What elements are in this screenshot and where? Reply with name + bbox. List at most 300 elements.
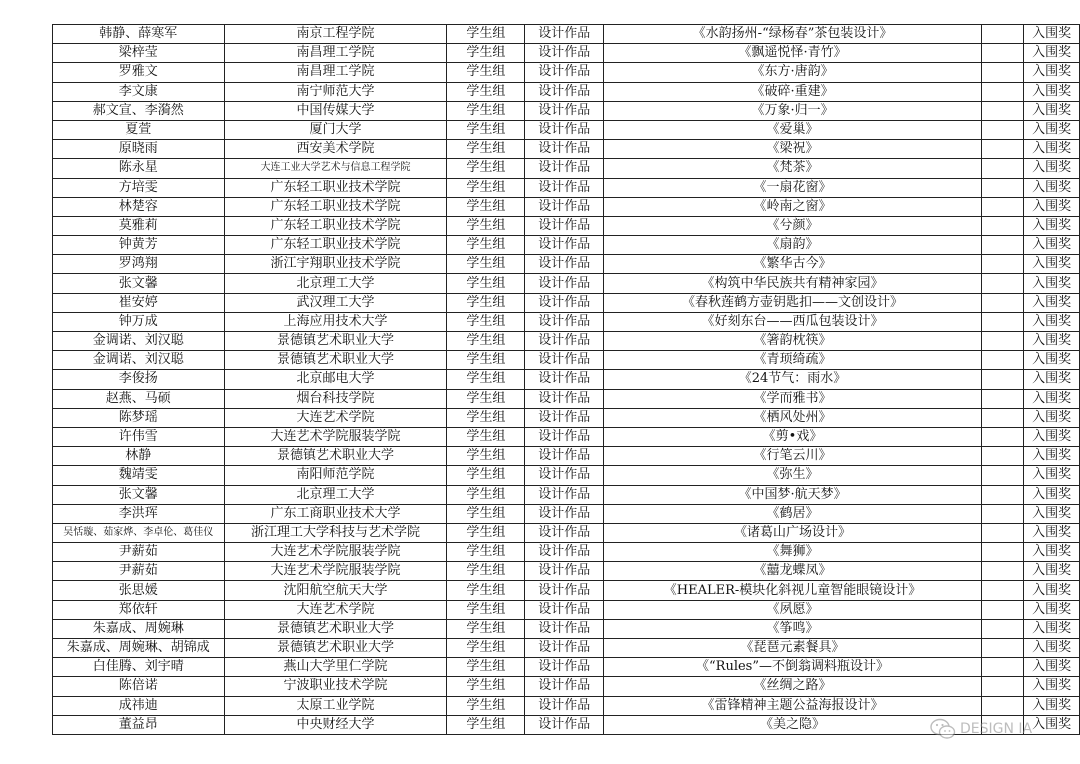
award-cell: 入围奖 bbox=[1024, 274, 1080, 293]
author-cell: 方培雯 bbox=[53, 178, 225, 197]
work-title-cell: 《东方·唐韵》 bbox=[603, 63, 981, 82]
blank-cell bbox=[982, 332, 1024, 351]
work-title-cell: 《梁祝》 bbox=[603, 140, 981, 159]
award-cell: 入围奖 bbox=[1024, 389, 1080, 408]
blank-cell bbox=[982, 696, 1024, 715]
watermark bbox=[930, 716, 1032, 742]
group-cell: 学生组 bbox=[447, 619, 525, 638]
work-title-cell: 《一扇花窗》 bbox=[603, 178, 981, 197]
category-cell: 设计作品 bbox=[525, 312, 604, 331]
work-title-cell: 《诸葛山广场设计》 bbox=[603, 523, 981, 542]
group-cell: 学生组 bbox=[447, 312, 525, 331]
school-cell: 宁波职业技术学院 bbox=[224, 677, 447, 696]
group-cell: 学生组 bbox=[447, 543, 525, 562]
table-row bbox=[53, 274, 1080, 293]
category-cell: 设计作品 bbox=[525, 543, 604, 562]
group-cell: 学生组 bbox=[447, 101, 525, 120]
work-title-cell: 《中国梦·航天梦》 bbox=[603, 485, 981, 504]
blank-cell bbox=[982, 581, 1024, 600]
author-cell: 梁梓莹 bbox=[53, 44, 225, 63]
group-cell: 学生组 bbox=[447, 44, 525, 63]
author-cell: 张文馨 bbox=[53, 274, 225, 293]
group-cell: 学生组 bbox=[447, 504, 525, 523]
category-cell: 设计作品 bbox=[525, 236, 604, 255]
author-cell: 陈永星 bbox=[53, 159, 225, 178]
group-cell: 学生组 bbox=[447, 140, 525, 159]
school-cell: 景德镇艺术职业大学 bbox=[224, 639, 447, 658]
award-cell: 入围奖 bbox=[1024, 82, 1080, 101]
table-row bbox=[53, 82, 1080, 101]
group-cell: 学生组 bbox=[447, 677, 525, 696]
blank-cell bbox=[982, 159, 1024, 178]
blank-cell bbox=[982, 25, 1024, 44]
award-cell: 入围奖 bbox=[1024, 619, 1080, 638]
award-cell: 入围奖 bbox=[1024, 696, 1080, 715]
category-cell: 设计作品 bbox=[525, 389, 604, 408]
table-row bbox=[53, 63, 1080, 82]
category-cell: 设计作品 bbox=[525, 82, 604, 101]
group-cell: 学生组 bbox=[447, 581, 525, 600]
award-cell: 入围奖 bbox=[1024, 523, 1080, 542]
blank-cell bbox=[982, 543, 1024, 562]
category-cell: 设计作品 bbox=[525, 101, 604, 120]
work-title-cell: 《美之隐》 bbox=[603, 715, 981, 734]
school-cell: 景德镇艺术职业大学 bbox=[224, 351, 447, 370]
group-cell: 学生组 bbox=[447, 236, 525, 255]
table-row bbox=[53, 485, 1080, 504]
author-cell: 郝文宣、李漪然 bbox=[53, 101, 225, 120]
table-row bbox=[53, 312, 1080, 331]
category-cell: 设计作品 bbox=[525, 178, 604, 197]
blank-cell bbox=[982, 600, 1024, 619]
blank-cell bbox=[982, 485, 1024, 504]
author-cell: 朱嘉成、周婉琳、胡锦成 bbox=[53, 639, 225, 658]
school-cell: 中央财经大学 bbox=[224, 715, 447, 734]
group-cell: 学生组 bbox=[447, 466, 525, 485]
group-cell: 学生组 bbox=[447, 523, 525, 542]
author-cell: 林静 bbox=[53, 447, 225, 466]
author-cell: 魏靖雯 bbox=[53, 466, 225, 485]
blank-cell bbox=[982, 370, 1024, 389]
blank-cell bbox=[982, 255, 1024, 274]
author-cell: 郑依轩 bbox=[53, 600, 225, 619]
award-cell: 入围奖 bbox=[1024, 351, 1080, 370]
category-cell: 设计作品 bbox=[525, 427, 604, 446]
table-row bbox=[53, 216, 1080, 235]
work-title-cell: 《HEALER-模块化斜视儿童智能眼镜设计》 bbox=[603, 581, 981, 600]
school-cell: 广东轻工职业技术学院 bbox=[224, 197, 447, 216]
award-cell: 入围奖 bbox=[1024, 178, 1080, 197]
school-cell: 广东工商职业技术大学 bbox=[224, 504, 447, 523]
school-cell: 武汉理工大学 bbox=[224, 293, 447, 312]
school-cell: 大连艺术学院服装学院 bbox=[224, 562, 447, 581]
blank-cell bbox=[982, 178, 1024, 197]
table-row bbox=[53, 178, 1080, 197]
author-cell: 钟万成 bbox=[53, 312, 225, 331]
school-cell: 南京工程学院 bbox=[224, 25, 447, 44]
group-cell: 学生组 bbox=[447, 82, 525, 101]
group-cell: 学生组 bbox=[447, 351, 525, 370]
table-row bbox=[53, 197, 1080, 216]
category-cell: 设计作品 bbox=[525, 696, 604, 715]
group-cell: 学生组 bbox=[447, 25, 525, 44]
award-cell: 入围奖 bbox=[1024, 293, 1080, 312]
work-title-cell: 《繁华古今》 bbox=[603, 255, 981, 274]
author-cell: 许伟雪 bbox=[53, 427, 225, 446]
category-cell: 设计作品 bbox=[525, 466, 604, 485]
group-cell: 学生组 bbox=[447, 562, 525, 581]
group-cell: 学生组 bbox=[447, 332, 525, 351]
group-cell: 学生组 bbox=[447, 389, 525, 408]
school-cell: 北京理工大学 bbox=[224, 274, 447, 293]
category-cell: 设计作品 bbox=[525, 140, 604, 159]
school-cell: 南宁师范大学 bbox=[224, 82, 447, 101]
table-row bbox=[53, 389, 1080, 408]
author-cell: 韩静、薛寒军 bbox=[53, 25, 225, 44]
group-cell: 学生组 bbox=[447, 370, 525, 389]
school-cell: 燕山大学里仁学院 bbox=[224, 658, 447, 677]
work-title-cell: 《剪•戏》 bbox=[603, 427, 981, 446]
table-row bbox=[53, 25, 1080, 44]
blank-cell bbox=[982, 44, 1024, 63]
work-title-cell: 《飘遥悦怿·青竹》 bbox=[603, 44, 981, 63]
author-cell: 罗鸿翔 bbox=[53, 255, 225, 274]
school-cell: 厦门大学 bbox=[224, 120, 447, 139]
blank-cell bbox=[982, 216, 1024, 235]
group-cell: 学生组 bbox=[447, 427, 525, 446]
work-title-cell: 《水韵扬州-“绿杨春”茶包装设计》 bbox=[603, 25, 981, 44]
awards-table bbox=[52, 24, 1080, 735]
work-title-cell: 《“Rules”—不倒翁调料瓶设计》 bbox=[603, 658, 981, 677]
blank-cell bbox=[982, 82, 1024, 101]
award-cell: 入围奖 bbox=[1024, 44, 1080, 63]
award-cell: 入围奖 bbox=[1024, 332, 1080, 351]
table-row bbox=[53, 408, 1080, 427]
blank-cell bbox=[982, 504, 1024, 523]
work-title-cell: 《舞狮》 bbox=[603, 543, 981, 562]
school-cell: 上海应用技术大学 bbox=[224, 312, 447, 331]
award-cell: 入围奖 bbox=[1024, 504, 1080, 523]
group-cell: 学生组 bbox=[447, 408, 525, 427]
author-cell: 罗雅文 bbox=[53, 63, 225, 82]
author-cell: 朱嘉成、周婉琳 bbox=[53, 619, 225, 638]
table-row bbox=[53, 677, 1080, 696]
category-cell: 设计作品 bbox=[525, 63, 604, 82]
work-title-cell: 《岭南之窗》 bbox=[603, 197, 981, 216]
award-cell: 入围奖 bbox=[1024, 715, 1080, 734]
work-title-cell: 《爱巢》 bbox=[603, 120, 981, 139]
author-cell: 白佳腾、刘宇晴 bbox=[53, 658, 225, 677]
award-cell: 入围奖 bbox=[1024, 216, 1080, 235]
table-row bbox=[53, 600, 1080, 619]
blank-cell bbox=[982, 274, 1024, 293]
award-cell: 入围奖 bbox=[1024, 466, 1080, 485]
school-cell: 景德镇艺术职业大学 bbox=[224, 447, 447, 466]
table-row bbox=[53, 140, 1080, 159]
author-cell: 李俊扬 bbox=[53, 370, 225, 389]
work-title-cell: 《兮颜》 bbox=[603, 216, 981, 235]
category-cell: 设计作品 bbox=[525, 274, 604, 293]
category-cell: 设计作品 bbox=[525, 639, 604, 658]
work-title-cell: 《万象·归一》 bbox=[603, 101, 981, 120]
school-cell: 南昌理工学院 bbox=[224, 63, 447, 82]
work-title-cell: 《琵琶元素餐具》 bbox=[603, 639, 981, 658]
work-title-cell: 《构筑中华民族共有精神家园》 bbox=[603, 274, 981, 293]
work-title-cell: 《丝绸之路》 bbox=[603, 677, 981, 696]
table-row bbox=[53, 466, 1080, 485]
category-cell: 设计作品 bbox=[525, 658, 604, 677]
award-cell: 入围奖 bbox=[1024, 658, 1080, 677]
work-title-cell: 《梵茶》 bbox=[603, 159, 981, 178]
school-cell: 浙江宇翔职业技术学院 bbox=[224, 255, 447, 274]
table-row bbox=[53, 351, 1080, 370]
category-cell: 设计作品 bbox=[525, 159, 604, 178]
blank-cell bbox=[982, 677, 1024, 696]
table-row bbox=[53, 427, 1080, 446]
table-row bbox=[53, 562, 1080, 581]
award-cell: 入围奖 bbox=[1024, 101, 1080, 120]
author-cell: 董益昂 bbox=[53, 715, 225, 734]
author-cell: 莫雅莉 bbox=[53, 216, 225, 235]
award-cell: 入围奖 bbox=[1024, 312, 1080, 331]
award-cell: 入围奖 bbox=[1024, 600, 1080, 619]
category-cell: 设计作品 bbox=[525, 255, 604, 274]
group-cell: 学生组 bbox=[447, 178, 525, 197]
blank-cell bbox=[982, 63, 1024, 82]
category-cell: 设计作品 bbox=[525, 677, 604, 696]
table-row bbox=[53, 293, 1080, 312]
author-cell: 金调诺、刘汉聪 bbox=[53, 351, 225, 370]
group-cell: 学生组 bbox=[447, 447, 525, 466]
blank-cell bbox=[982, 658, 1024, 677]
wechat-icon bbox=[930, 718, 956, 740]
group-cell: 学生组 bbox=[447, 293, 525, 312]
group-cell: 学生组 bbox=[447, 120, 525, 139]
school-cell: 南昌理工学院 bbox=[224, 44, 447, 63]
blank-cell bbox=[982, 466, 1024, 485]
author-cell: 尹薪茹 bbox=[53, 562, 225, 581]
blank-cell bbox=[982, 351, 1024, 370]
work-title-cell: 《鹤居》 bbox=[603, 504, 981, 523]
work-title-cell: 《学而雅书》 bbox=[603, 389, 981, 408]
work-title-cell: 《扇韵》 bbox=[603, 236, 981, 255]
table-row bbox=[53, 332, 1080, 351]
author-cell: 张文馨 bbox=[53, 485, 225, 504]
school-cell: 北京邮电大学 bbox=[224, 370, 447, 389]
table-row bbox=[53, 619, 1080, 638]
school-cell: 大连艺术学院 bbox=[224, 600, 447, 619]
table-row bbox=[53, 44, 1080, 63]
award-cell: 入围奖 bbox=[1024, 120, 1080, 139]
work-title-cell: 《好刻东台——西瓜包装设计》 bbox=[603, 312, 981, 331]
award-cell: 入围奖 bbox=[1024, 408, 1080, 427]
category-cell: 设计作品 bbox=[525, 197, 604, 216]
category-cell: 设计作品 bbox=[525, 351, 604, 370]
group-cell: 学生组 bbox=[447, 658, 525, 677]
table-row bbox=[53, 159, 1080, 178]
school-cell: 南阳师范学院 bbox=[224, 466, 447, 485]
school-cell: 大连艺术学院服装学院 bbox=[224, 543, 447, 562]
group-cell: 学生组 bbox=[447, 255, 525, 274]
award-cell: 入围奖 bbox=[1024, 159, 1080, 178]
author-cell: 原晓雨 bbox=[53, 140, 225, 159]
table-row bbox=[53, 504, 1080, 523]
author-cell: 李文康 bbox=[53, 82, 225, 101]
author-cell: 尹薪茹 bbox=[53, 543, 225, 562]
category-cell: 设计作品 bbox=[525, 715, 604, 734]
award-cell: 入围奖 bbox=[1024, 581, 1080, 600]
author-cell: 成祎迪 bbox=[53, 696, 225, 715]
category-cell: 设计作品 bbox=[525, 44, 604, 63]
work-title-cell: 《筝鸣》 bbox=[603, 619, 981, 638]
school-cell: 烟台科技学院 bbox=[224, 389, 447, 408]
work-title-cell: 《破碎·重建》 bbox=[603, 82, 981, 101]
table-row bbox=[53, 696, 1080, 715]
category-cell: 设计作品 bbox=[525, 581, 604, 600]
table-row bbox=[53, 120, 1080, 139]
table-row bbox=[53, 639, 1080, 658]
school-cell: 大连艺术学院 bbox=[224, 408, 447, 427]
category-cell: 设计作品 bbox=[525, 25, 604, 44]
table-row bbox=[53, 236, 1080, 255]
award-cell: 入围奖 bbox=[1024, 370, 1080, 389]
work-title-cell: 《夙愿》 bbox=[603, 600, 981, 619]
group-cell: 学生组 bbox=[447, 696, 525, 715]
school-cell: 太原工业学院 bbox=[224, 696, 447, 715]
category-cell: 设计作品 bbox=[525, 370, 604, 389]
blank-cell bbox=[982, 389, 1024, 408]
award-cell: 入围奖 bbox=[1024, 63, 1080, 82]
work-title-cell: 《箸韵枕筷》 bbox=[603, 332, 981, 351]
category-cell: 设计作品 bbox=[525, 447, 604, 466]
category-cell: 设计作品 bbox=[525, 562, 604, 581]
award-cell: 入围奖 bbox=[1024, 236, 1080, 255]
school-cell: 景德镇艺术职业大学 bbox=[224, 332, 447, 351]
author-cell: 陈倍诺 bbox=[53, 677, 225, 696]
group-cell: 学生组 bbox=[447, 485, 525, 504]
category-cell: 设计作品 bbox=[525, 504, 604, 523]
work-title-cell: 《雷锋精神主题公益海报设计》 bbox=[603, 696, 981, 715]
award-cell: 入围奖 bbox=[1024, 255, 1080, 274]
school-cell: 北京理工大学 bbox=[224, 485, 447, 504]
author-cell: 张思媛 bbox=[53, 581, 225, 600]
group-cell: 学生组 bbox=[447, 639, 525, 658]
group-cell: 学生组 bbox=[447, 715, 525, 734]
award-cell: 入围奖 bbox=[1024, 485, 1080, 504]
work-title-cell: 《弥生》 bbox=[603, 466, 981, 485]
table-row bbox=[53, 370, 1080, 389]
watermark-text: DESIGN IA bbox=[960, 721, 1033, 737]
award-cell: 入围奖 bbox=[1024, 197, 1080, 216]
awards-table-body bbox=[53, 25, 1080, 735]
school-cell: 沈阳航空航天大学 bbox=[224, 581, 447, 600]
work-title-cell: 《春秋莲鹤方壶钥匙扣——文创设计》 bbox=[603, 293, 981, 312]
award-cell: 入围奖 bbox=[1024, 447, 1080, 466]
table-row bbox=[53, 581, 1080, 600]
category-cell: 设计作品 bbox=[525, 600, 604, 619]
table-row bbox=[53, 447, 1080, 466]
school-cell: 大连艺术学院服装学院 bbox=[224, 427, 447, 446]
author-cell: 钟黄芳 bbox=[53, 236, 225, 255]
category-cell: 设计作品 bbox=[525, 619, 604, 638]
author-cell: 夏萱 bbox=[53, 120, 225, 139]
school-cell: 广东轻工职业技术学院 bbox=[224, 216, 447, 235]
table-row bbox=[53, 715, 1080, 734]
category-cell: 设计作品 bbox=[525, 485, 604, 504]
table-row bbox=[53, 255, 1080, 274]
blank-cell bbox=[982, 293, 1024, 312]
school-cell: 广东轻工职业技术学院 bbox=[224, 236, 447, 255]
work-title-cell: 《囍龙蝶凤》 bbox=[603, 562, 981, 581]
category-cell: 设计作品 bbox=[525, 216, 604, 235]
blank-cell bbox=[982, 408, 1024, 427]
author-cell: 金调诺、刘汉聪 bbox=[53, 332, 225, 351]
blank-cell bbox=[982, 619, 1024, 638]
award-cell: 入围奖 bbox=[1024, 25, 1080, 44]
award-cell: 入围奖 bbox=[1024, 543, 1080, 562]
work-title-cell: 《行笔云川》 bbox=[603, 447, 981, 466]
award-cell: 入围奖 bbox=[1024, 677, 1080, 696]
group-cell: 学生组 bbox=[447, 274, 525, 293]
group-cell: 学生组 bbox=[447, 159, 525, 178]
table-row bbox=[53, 101, 1080, 120]
blank-cell bbox=[982, 523, 1024, 542]
group-cell: 学生组 bbox=[447, 600, 525, 619]
work-title-cell: 《24节气：雨水》 bbox=[603, 370, 981, 389]
blank-cell bbox=[982, 447, 1024, 466]
category-cell: 设计作品 bbox=[525, 120, 604, 139]
blank-cell bbox=[982, 140, 1024, 159]
school-cell: 大连工业大学艺术与信息工程学院 bbox=[224, 159, 447, 178]
author-cell: 赵燕、马硕 bbox=[53, 389, 225, 408]
category-cell: 设计作品 bbox=[525, 293, 604, 312]
group-cell: 学生组 bbox=[447, 63, 525, 82]
blank-cell bbox=[982, 197, 1024, 216]
author-cell: 陈梦瑶 bbox=[53, 408, 225, 427]
school-cell: 西安美术学院 bbox=[224, 140, 447, 159]
work-title-cell: 《栖风处州》 bbox=[603, 408, 981, 427]
award-cell: 入围奖 bbox=[1024, 427, 1080, 446]
author-cell: 李洪珲 bbox=[53, 504, 225, 523]
author-cell: 崔安婷 bbox=[53, 293, 225, 312]
award-cell: 入围奖 bbox=[1024, 140, 1080, 159]
award-cell: 入围奖 bbox=[1024, 562, 1080, 581]
blank-cell bbox=[982, 120, 1024, 139]
table-row bbox=[53, 543, 1080, 562]
award-cell: 入围奖 bbox=[1024, 639, 1080, 658]
school-cell: 中国传媒大学 bbox=[224, 101, 447, 120]
author-cell: 吴恬璇、茹家烨、李卓伦、葛佳仪 bbox=[53, 523, 225, 542]
table-row bbox=[53, 658, 1080, 677]
work-title-cell: 《青顼绮疏》 bbox=[603, 351, 981, 370]
blank-cell bbox=[982, 312, 1024, 331]
blank-cell bbox=[982, 562, 1024, 581]
school-cell: 景德镇艺术职业大学 bbox=[224, 619, 447, 638]
blank-cell bbox=[982, 236, 1024, 255]
school-cell: 浙江理工大学科技与艺术学院 bbox=[224, 523, 447, 542]
category-cell: 设计作品 bbox=[525, 332, 604, 351]
table-row bbox=[53, 523, 1080, 542]
blank-cell bbox=[982, 639, 1024, 658]
school-cell: 广东轻工职业技术学院 bbox=[224, 178, 447, 197]
category-cell: 设计作品 bbox=[525, 523, 604, 542]
group-cell: 学生组 bbox=[447, 216, 525, 235]
blank-cell bbox=[982, 101, 1024, 120]
category-cell: 设计作品 bbox=[525, 408, 604, 427]
group-cell: 学生组 bbox=[447, 197, 525, 216]
author-cell: 林楚容 bbox=[53, 197, 225, 216]
blank-cell bbox=[982, 427, 1024, 446]
